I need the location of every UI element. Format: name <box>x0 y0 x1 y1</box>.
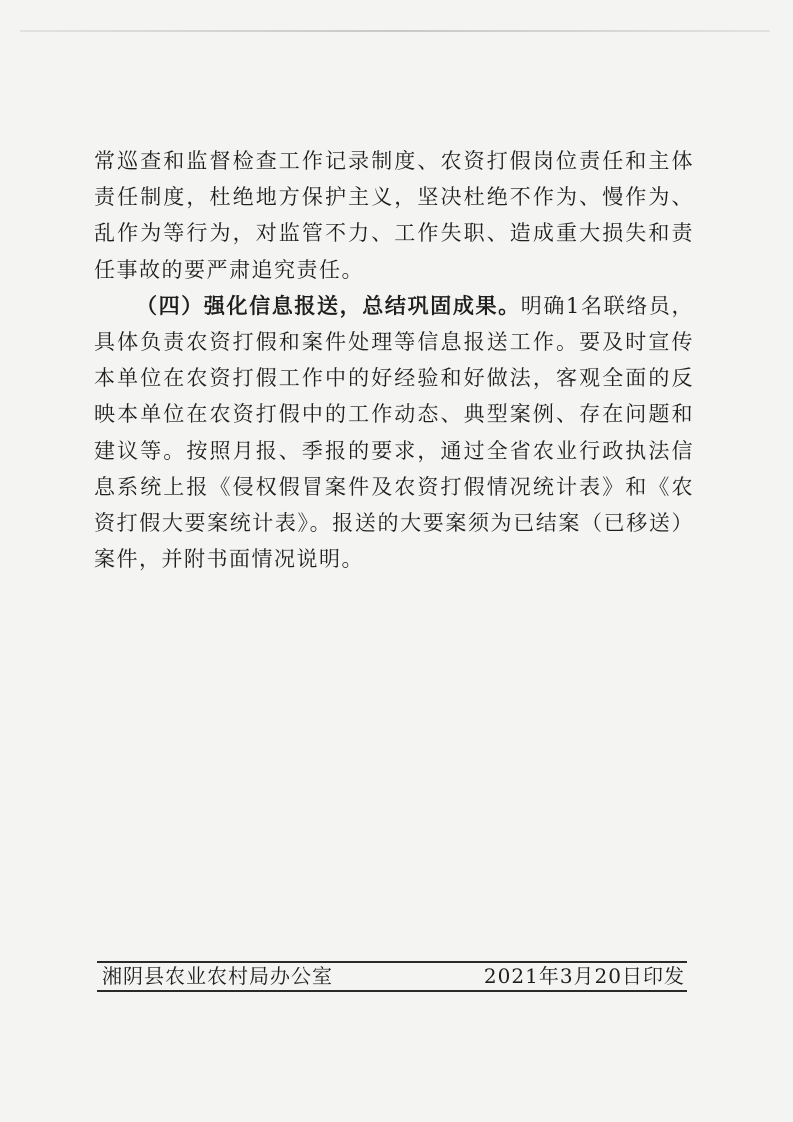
paragraph-text: 常巡查和监督检查工作记录制度、农资打假岗位责任和主体责任制度，杜绝地方保护主义，坚决杜绝不作为、慢作为、乱作为等行为，对监管不力、工作失职、造成重大损失和责任事故的要严肃追究责任。 <box>94 149 694 282</box>
paragraph-text: 明确1名联络员，具体负责农资打假和案件处理等信息报送工作。要及时宣传本单位在农资打假工作中的好经验和好做法，客观全面的反映本单位在农资打假中的工作动态、典型案例、存在问题和建议等。按照月报、季报的要求，通过全省农业行政执法信息系统上报《侵权假冒案件及农资打假情况统计表》和《农资打假大要案统计表》。报送的大要案须为已结案（已移送）案件，并附书面情况说明。 <box>94 293 694 572</box>
scan-edge-mark <box>20 30 770 32</box>
section-heading: （四）强化信息报送，总结巩固成果。 <box>136 292 521 318</box>
paragraph-section-four <box>94 288 694 578</box>
issuer-name: 湘阴县农业农村局办公室 <box>102 964 333 988</box>
issue-date: 2021年3月20日印发 <box>483 964 685 988</box>
footer-rule-bottom <box>97 990 687 992</box>
document-body <box>94 143 694 577</box>
paragraph-continuation <box>94 143 694 288</box>
